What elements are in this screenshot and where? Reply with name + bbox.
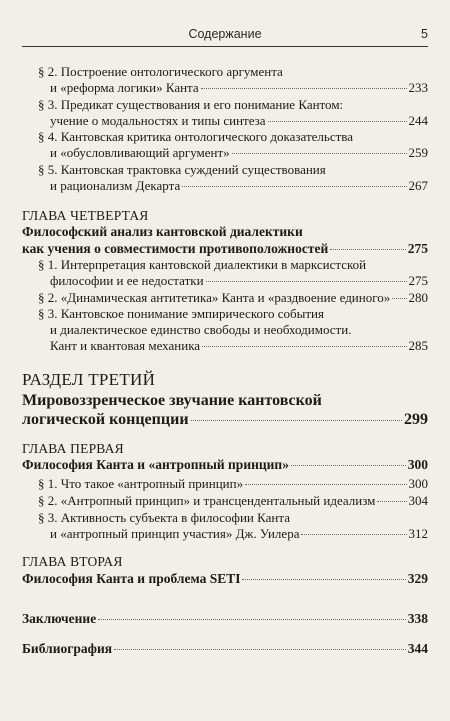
- ch4-sec2-line1: § 2. «Динамическая антитетика» Канта и «раздвоение единого»: [38, 290, 391, 305]
- chapter4-title: [22, 241, 428, 257]
- ch4-sec2-page: 280: [408, 290, 428, 305]
- bibliography-page: 344: [407, 641, 428, 656]
- ch4-sec1-page: 275: [408, 273, 428, 288]
- ch4-sec2: [38, 290, 428, 306]
- chapter4-page: 275: [407, 241, 428, 256]
- chapter1-page: 300: [407, 457, 428, 472]
- toc-entry-s5-line2: и рационализм Декарта: [50, 178, 181, 193]
- leader-dots: [392, 297, 406, 299]
- ch1-sec1-page: 300: [408, 476, 428, 491]
- part3-title-line2: логической концепции: [22, 411, 189, 428]
- ch4-sec1-line2: философии и ее недостатки: [50, 273, 204, 288]
- toc-entry-s5-line1: § 5. Кантовская трактовка суждений существования: [38, 162, 326, 177]
- toc-entry-s3: [50, 113, 428, 129]
- bibliography-title: Библиография: [22, 641, 113, 656]
- leader-dots: [114, 648, 406, 650]
- toc-entry-s4-line1: § 4. Кантовская критика онтологического доказательства: [38, 129, 354, 144]
- toc-entry-s2-line1: § 2. Построение онтологического аргумента: [38, 64, 283, 79]
- part3-title-line1: Мировоззренческое звучание кантовской: [22, 392, 322, 409]
- running-head: [22, 27, 428, 45]
- chapter4-label: ГЛАВА ЧЕТВЕРТАЯ: [22, 208, 149, 223]
- part3-title: [22, 411, 428, 429]
- leader-dots: [202, 345, 406, 347]
- chapter1-label: ГЛАВА ПЕРВАЯ: [22, 441, 124, 456]
- ch1-sec3-line1: § 3. Активность субъекта в философии Канта: [38, 510, 290, 525]
- ch4-sec3-page: 285: [408, 338, 428, 353]
- toc-entry-s2-line2: и «реформа логики» Канта: [50, 80, 199, 95]
- toc-entry-s4-line2: и «обусловливающий аргумент»: [50, 145, 230, 160]
- leader-dots: [206, 280, 407, 282]
- chapter2-label: ГЛАВА ВТОРАЯ: [22, 554, 123, 569]
- leader-dots: [268, 120, 407, 122]
- leader-dots: [245, 483, 406, 485]
- toc-entry-s3-page: 244: [408, 113, 428, 128]
- leader-dots: [98, 618, 406, 620]
- toc-entry-s5-page: 267: [408, 178, 428, 193]
- chapter4-title-line1: Философский анализ кантовской диалектики: [22, 224, 303, 239]
- ch1-sec2-page: 304: [408, 493, 428, 508]
- running-head-title: Содержание: [188, 27, 262, 41]
- ch1-sec3: [50, 526, 428, 542]
- ch4-sec1: [50, 273, 428, 289]
- conclusion-title: Заключение: [22, 611, 97, 626]
- chapter2-page: 329: [407, 571, 428, 586]
- chapter2-title-text: Философия Канта и проблема SETI: [22, 571, 241, 586]
- bibliography: [22, 641, 428, 657]
- ch1-sec3-line2: и «антропный принцип участия» Дж. Уилера: [50, 526, 300, 541]
- leader-dots: [301, 533, 406, 535]
- toc-entry-s4-page: 259: [408, 145, 428, 160]
- ch4-sec3-line1: § 3. Кантовское понимание эмпирического события: [38, 306, 324, 321]
- toc-entry-s5: [50, 178, 428, 194]
- ch4-sec3-line2: и диалектическое единство свободы и необходимости.: [50, 322, 352, 337]
- leader-dots: [191, 419, 402, 421]
- page-number: 5: [421, 27, 428, 41]
- ch1-sec2: [38, 493, 428, 509]
- part3-page: 299: [404, 411, 428, 428]
- conclusion: [22, 611, 428, 627]
- part3-label: РАЗДЕЛ ТРЕТИЙ: [22, 370, 156, 389]
- leader-dots: [182, 185, 406, 187]
- ch4-sec3-line3: Кант и квантовая механика: [50, 338, 201, 353]
- leader-dots: [330, 248, 406, 250]
- chapter4-title-line2: как учения о совместимости противоположностей: [22, 241, 329, 256]
- leader-dots: [377, 500, 406, 502]
- leader-dots: [242, 578, 405, 580]
- ch1-sec1-line1: § 1. Что такое «антропный принцип»: [38, 476, 244, 491]
- ch1-sec2-line1: § 2. «Антропный принцип» и трансцендентальный идеализм: [38, 493, 376, 508]
- chapter2-title: [22, 571, 428, 587]
- chapter1-title: [22, 457, 428, 473]
- leader-dots: [201, 87, 407, 89]
- ch4-sec3: [50, 338, 428, 354]
- ch1-sec3-page: 312: [408, 526, 428, 541]
- toc-entry-s2: [50, 80, 428, 96]
- ch1-sec1: [38, 476, 428, 492]
- conclusion-page: 338: [407, 611, 428, 626]
- toc-entry-s4: [50, 145, 428, 161]
- toc-entry-s3-line2: учение о модальностях и типы синтеза: [50, 113, 266, 128]
- leader-dots: [291, 464, 406, 466]
- toc-entry-s3-line1: § 3. Предикат существования и его понимание Кантом:: [38, 97, 344, 112]
- header-rule: [22, 46, 428, 47]
- ch4-sec1-line1: § 1. Интерпретация кантовской диалектики в марксистской: [38, 257, 367, 272]
- chapter1-title-text: Философия Канта и «антропный принцип»: [22, 457, 289, 472]
- toc-entry-s2-page: 233: [408, 80, 428, 95]
- leader-dots: [232, 152, 407, 154]
